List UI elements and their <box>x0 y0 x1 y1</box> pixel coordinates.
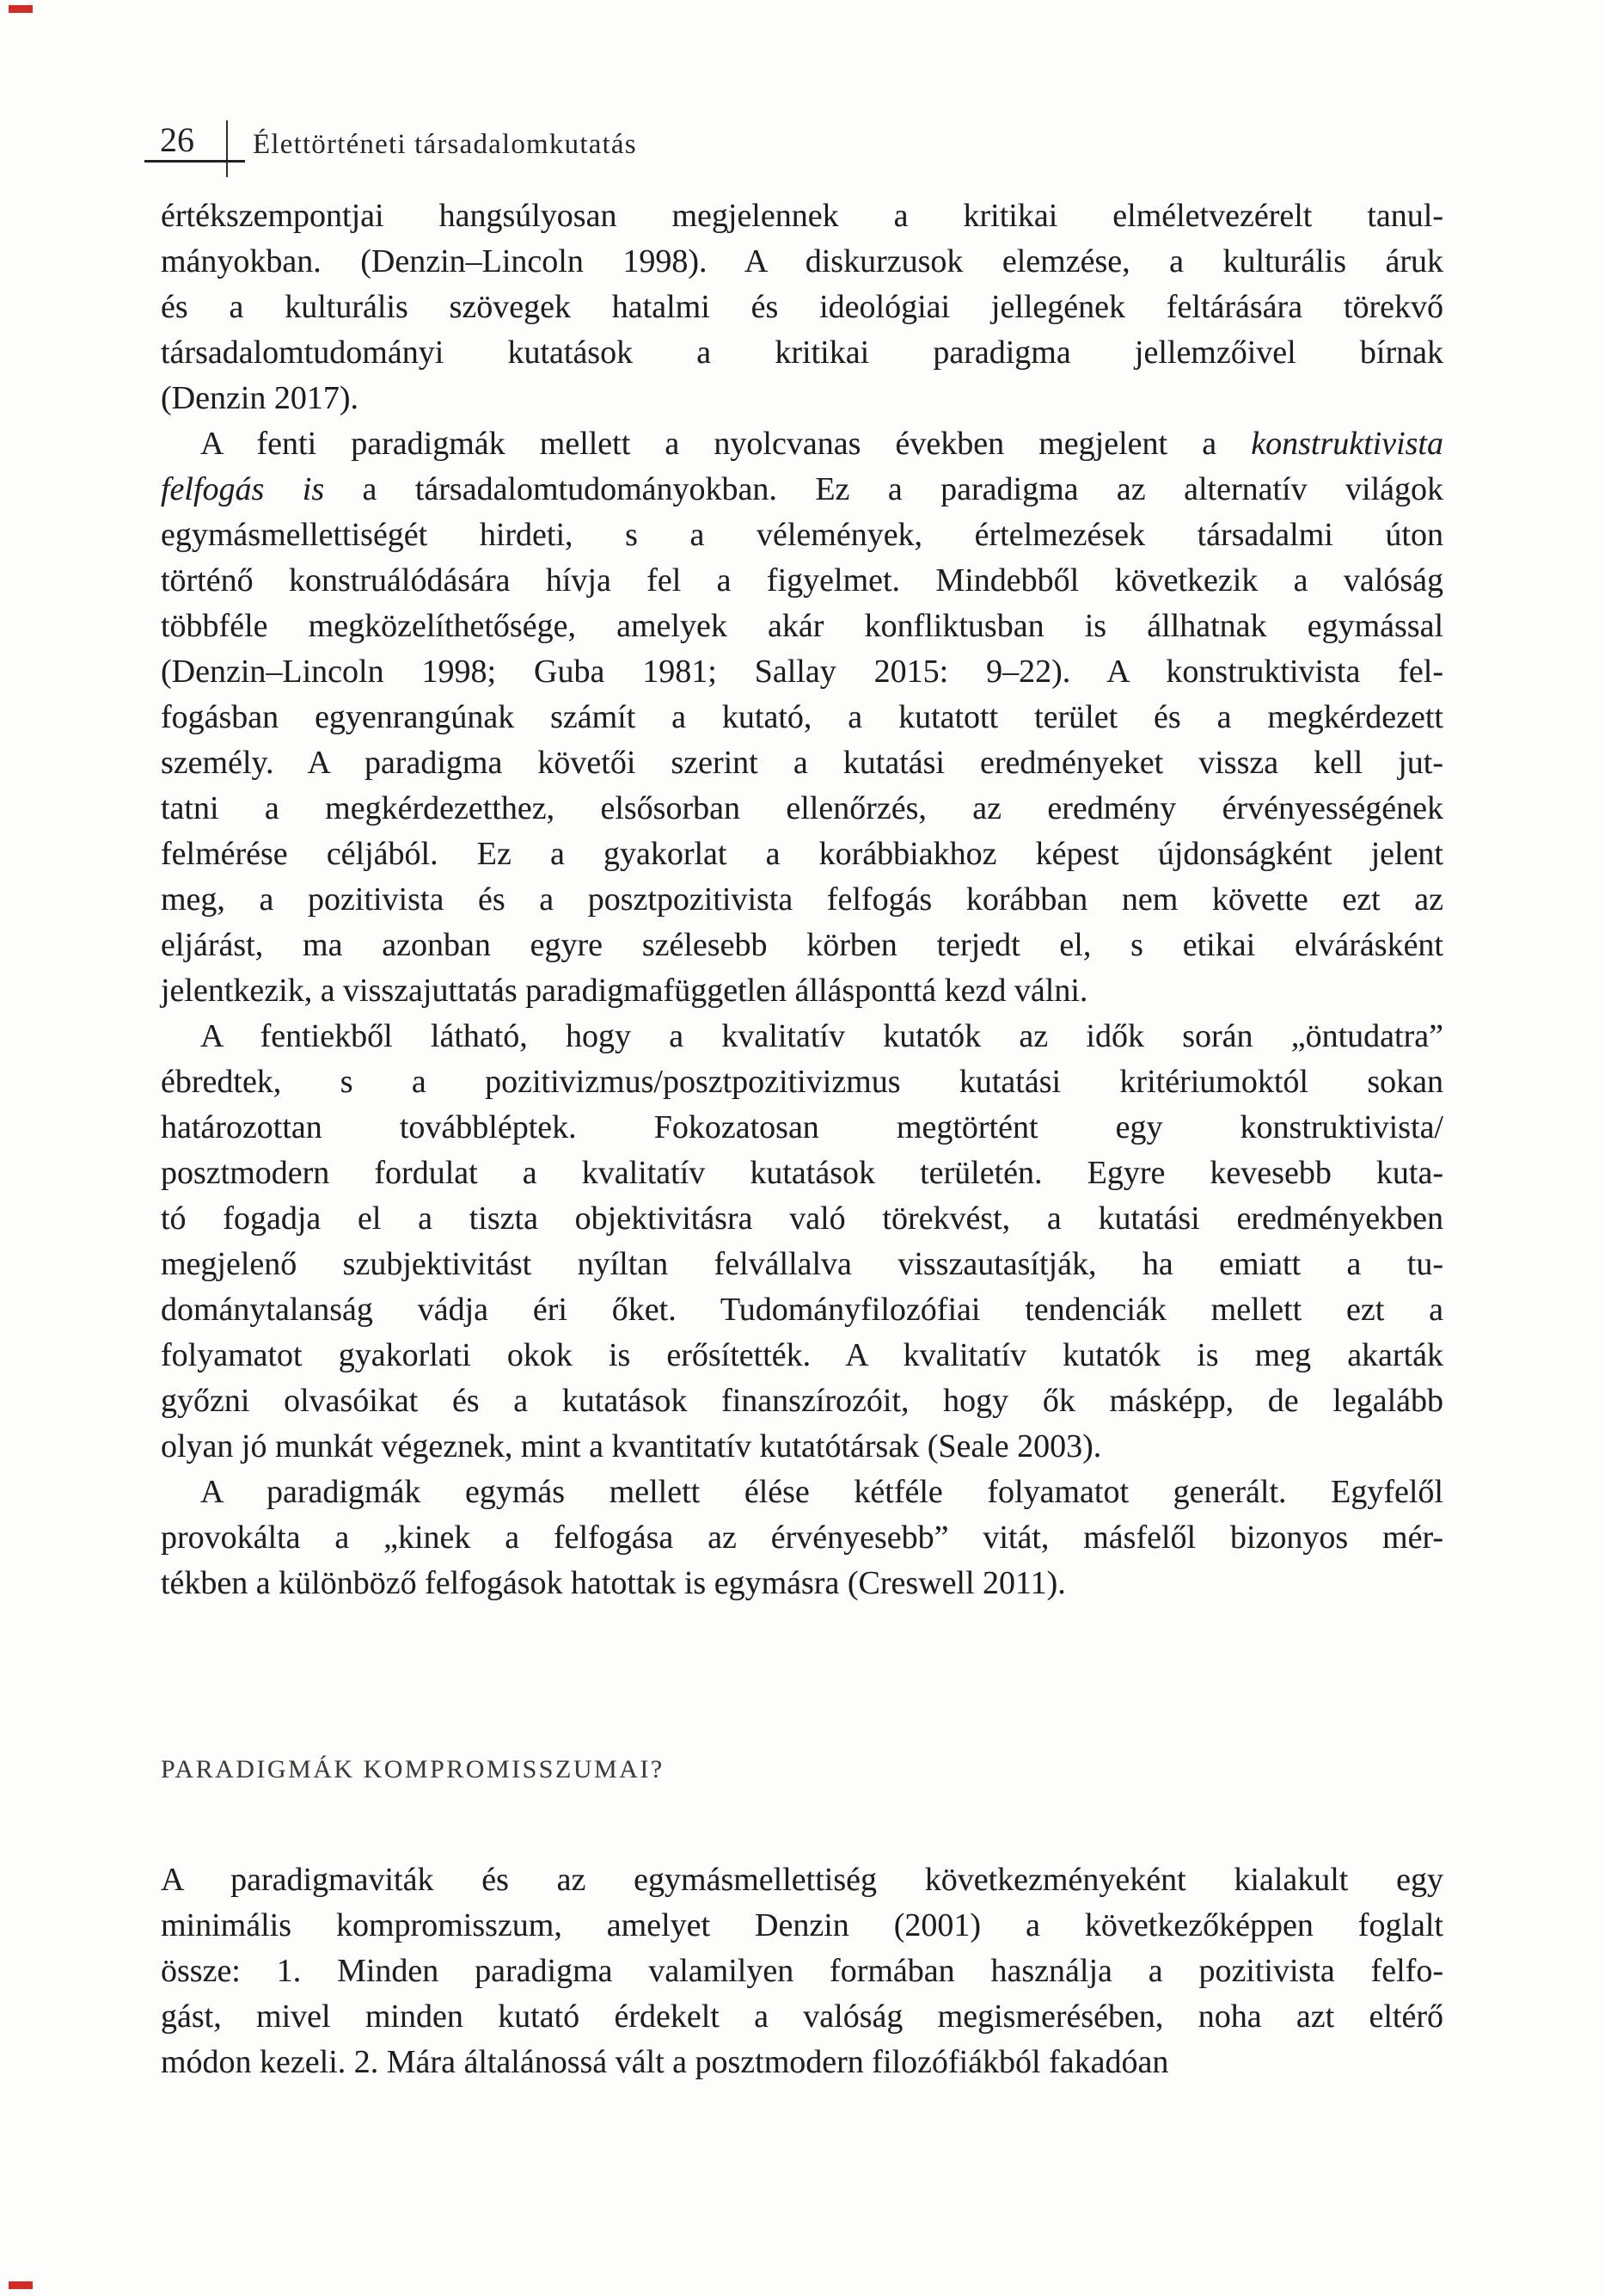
text-line: határozottan továbbléptek. Fokozatosan megtörtént egy konstruktivista/ <box>161 1109 1443 1145</box>
italic-text: felfogás is <box>161 471 325 507</box>
header-vertical-rule <box>226 120 228 177</box>
text-line: dománytalanság vádja éri őket. Tudományfilozófiai tendenciák mellett ezt a <box>161 1292 1443 1328</box>
text-line: posztmodern fordulat a kvalitatív kutatások területén. Egyre kevesebb kuta- <box>161 1155 1443 1191</box>
text-line: (Denzin 2017). <box>161 380 359 416</box>
paragraph <box>161 421 1443 1014</box>
paragraph <box>161 1857 1443 2085</box>
text-line: személy. A paradigma követői szerint a kutatási eredményeket vissza kell jut- <box>161 745 1443 781</box>
text-line: össze: 1. Minden paradigma valamilyen formában használja a pozitivista felfo- <box>161 1953 1443 1989</box>
text-line: mányokban. (Denzin–Lincoln 1998). A diskurzusok elemzése, a kulturális áruk <box>161 243 1443 279</box>
italic-text: konstruktivista <box>1251 426 1443 462</box>
text-line: A fentiekből látható, hogy a kvalitatív kutatók az idők során „öntudatra” <box>200 1018 1443 1054</box>
text-line: provokálta a „kinek a felfogása az érvényesebb” vitát, másfelől bizonyos mér- <box>161 1519 1443 1556</box>
page-number: 26 <box>160 120 194 159</box>
text-line: felfogás is a társadalomtudományokban. Ez a paradigma az alternatív világok <box>161 471 1443 507</box>
section-heading: PARADIGMÁK KOMPROMISSZUMAI? <box>161 1755 665 1783</box>
text-line: folyamatot gyakorlati okok is erősítették. A kvalitatív kutatók is meg akarták <box>161 1337 1443 1373</box>
text-line: A paradigmák egymás mellett élése kétféle folyamatot generált. Egyfelől <box>200 1474 1443 1510</box>
body-text <box>161 193 1443 2085</box>
text-line: és a kulturális szövegek hatalmi és ideológiai jellegének feltárására törekvő <box>161 289 1443 325</box>
text-line: jelentkezik, a visszajuttatás paradigmafüggetlen állásponttá kezd válni. <box>161 973 1088 1009</box>
paragraph <box>161 1470 1443 1606</box>
text-line: tatni a megkérdezetthez, elsősorban ellenőrzés, az eredmény érvényességének <box>161 790 1443 826</box>
text-line: tó fogadja el a tiszta objektivitásra való törekvést, a kutatási eredményekben <box>161 1200 1443 1237</box>
paragraph <box>161 1014 1443 1470</box>
text-line: olyan jó munkát végeznek, mint a kvantitatív kutatótársak (Seale 2003). <box>161 1428 1102 1464</box>
text-line: értékszempontjai hangsúlyosan megjelennek a kritikai elméletvezérelt tanul- <box>161 198 1443 234</box>
text-line: gást, mivel minden kutató érdekelt a valóság megismerésében, noha azt eltérő <box>161 1998 1443 2035</box>
text-line: (Denzin–Lincoln 1998; Guba 1981; Sallay 2015: 9–22). A konstruktivista fel- <box>161 654 1443 690</box>
running-title: Élettörténeti társadalomkutatás <box>253 129 637 160</box>
text-line: meg, a pozitivista és a posztpozitivista felfogás korábban nem követte ezt az <box>161 881 1443 918</box>
text-line: történő konstruálódására hívja fel a figyelmet. Mindebből következik a valóság <box>161 562 1443 599</box>
text-line: eljárást, ma azonban egyre szélesebb körben terjedt el, s etikai elvárásként <box>161 927 1443 963</box>
paragraph <box>161 193 1443 421</box>
header-horizontal-rule <box>144 160 245 163</box>
text-line: módon kezeli. 2. Mára általánossá vált a posztmodern filozófiákból fakadóan <box>161 2044 1169 2080</box>
text-line: megjelenő szubjektivitást nyíltan felvállalva visszautasítják, ha emiatt a tu- <box>161 1246 1443 1282</box>
text-line: felmérése céljából. Ez a gyakorlat a korábbiakhoz képest újdonságként jelent <box>161 836 1443 872</box>
text-line: fogásban egyenrangúnak számít a kutató, a kutatott terület és a megkérdezett <box>161 699 1443 735</box>
text-line: többféle megközelíthetősége, amelyek akár konfliktusban is állhatnak egymással <box>161 608 1443 644</box>
text-line: tékben a különböző felfogások hatottak is egymásra (Creswell 2011). <box>161 1565 1066 1601</box>
text-line: ébredtek, s a pozitivizmus/posztpozitivizmus kutatási kritériumoktól sokan <box>161 1064 1443 1100</box>
text-line: A paradigmaviták és az egymásmellettiség következményeként kialakult egy <box>161 1862 1443 1898</box>
text-line: győzni olvasóikat és a kutatások finanszírozóit, hogy ők másképp, de legalább <box>161 1383 1443 1419</box>
text-line: A fenti paradigmák mellett a nyolcvanas években megjelent a konstruktivista <box>200 426 1443 462</box>
text-line: egymásmellettiségét hirdeti, s a vélemények, értelmezések társadalmi úton <box>161 517 1443 553</box>
red-registration-mark-top-left <box>9 5 33 13</box>
text-line: társadalomtudományi kutatások a kritikai paradigma jellemzőivel bírnak <box>161 335 1443 371</box>
red-registration-mark-bottom-left <box>9 2281 33 2289</box>
text-line: minimális kompromisszum, amelyet Denzin (2001) a következőképpen foglalt <box>161 1907 1443 1943</box>
